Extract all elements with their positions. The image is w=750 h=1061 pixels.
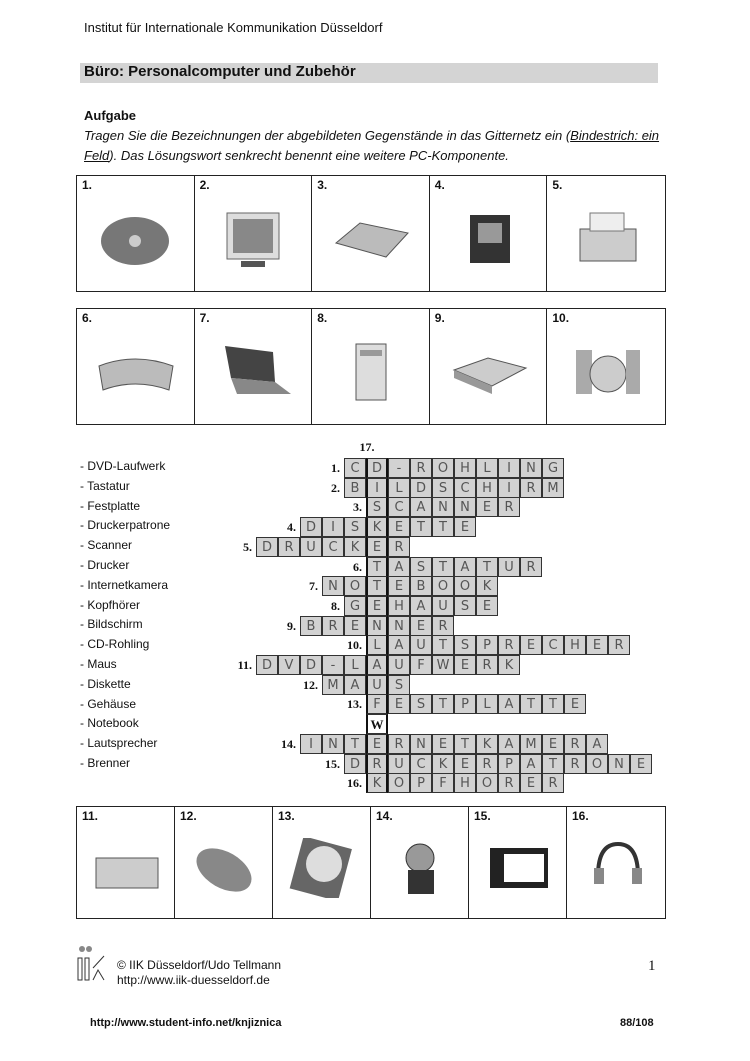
printer-icon: [566, 209, 646, 269]
page-count: 88/108: [620, 1017, 654, 1029]
crossword-cell[interactable]: R: [476, 754, 498, 774]
crossword-cell[interactable]: A: [388, 557, 410, 577]
crossword-cell[interactable]: C: [344, 458, 366, 478]
crossword-cell[interactable]: G: [542, 458, 564, 478]
picture-4: [430, 176, 548, 291]
clue-number: 8.: [331, 598, 340, 613]
dvd-burner-icon: [448, 342, 528, 402]
picture-number: 9.: [434, 311, 445, 325]
picture-12: [175, 807, 273, 918]
crossword-cell[interactable]: T: [344, 734, 366, 754]
crossword-cell[interactable]: H: [476, 478, 498, 498]
crossword-cell[interactable]: R: [542, 773, 564, 793]
crossword-cell[interactable]: -: [322, 655, 344, 675]
crossword-cell[interactable]: R: [322, 616, 344, 636]
clue-number: 5.: [243, 539, 252, 554]
hard-disk-icon: [282, 838, 362, 898]
picture-7: [195, 309, 313, 424]
crossword-cell[interactable]: V: [278, 655, 300, 675]
picture-1: [77, 176, 195, 291]
picture-number: 16.: [572, 809, 589, 823]
copyright-text: © IIK Düsseldorf/Udo Tellmann: [117, 958, 282, 972]
solution-cell[interactable]: L: [366, 635, 388, 655]
crossword-cell[interactable]: F: [410, 655, 432, 675]
picture-number: 10.: [552, 311, 570, 325]
crossword-cell[interactable]: O: [344, 576, 366, 596]
crossword-cell[interactable]: T: [454, 734, 476, 754]
picture-15: [469, 807, 567, 918]
crossword-cell[interactable]: S: [410, 557, 432, 577]
crossword-cell[interactable]: E: [388, 576, 410, 596]
clue-number: 14.: [281, 736, 296, 751]
crossword-cell[interactable]: O: [388, 773, 410, 793]
crossword-cell[interactable]: E: [476, 497, 498, 517]
crossword-cell[interactable]: E: [344, 616, 366, 636]
crossword-cell[interactable]: A: [410, 596, 432, 616]
image-row-2: [76, 308, 666, 425]
crossword-cell[interactable]: T: [520, 694, 542, 714]
crossword-cell[interactable]: O: [432, 458, 454, 478]
crossword-cell[interactable]: A: [344, 675, 366, 695]
crossword-cell[interactable]: S: [432, 478, 454, 498]
solution-cell[interactable]: E: [366, 537, 388, 557]
page-title: Büro: Personalcomputer und Zubehör: [84, 63, 356, 80]
crossword-cell[interactable]: R: [410, 458, 432, 478]
crossword-cell[interactable]: N: [432, 497, 454, 517]
crossword-cell[interactable]: E: [586, 635, 608, 655]
word-list-item: - Lautsprecher: [80, 736, 158, 751]
cd-stack-icon: [95, 209, 175, 269]
crossword-cell[interactable]: R: [564, 734, 586, 754]
crossword-cell[interactable]: R: [476, 655, 498, 675]
crossword-cell[interactable]: O: [454, 576, 476, 596]
crossword-cell[interactable]: N: [322, 734, 344, 754]
crossword-cell[interactable]: E: [542, 734, 564, 754]
crossword-cell[interactable]: E: [630, 754, 652, 774]
crossword-cell[interactable]: C: [388, 497, 410, 517]
crossword-cell[interactable]: D: [256, 655, 278, 675]
word-list-item: - Gehäuse: [80, 696, 137, 711]
crossword-cell[interactable]: E: [388, 517, 410, 537]
picture-number: 7.: [199, 311, 210, 325]
crossword-cell[interactable]: E: [564, 694, 586, 714]
crossword-cell[interactable]: T: [432, 517, 454, 537]
crossword-cell[interactable]: H: [454, 773, 476, 793]
crossword-cell[interactable]: E: [520, 773, 542, 793]
crossword-cell[interactable]: L: [388, 478, 410, 498]
image-row-1: [76, 175, 666, 292]
picture-10: [547, 309, 665, 424]
crossword-cell[interactable]: U: [388, 754, 410, 774]
copyright: [117, 958, 281, 988]
word-list-item: - Tastatur: [80, 478, 130, 493]
crossword-cell[interactable]: K: [476, 576, 498, 596]
clue-number: 9.: [287, 618, 296, 633]
picture-number: 4.: [434, 178, 445, 192]
solution-cell[interactable]: U: [366, 675, 388, 695]
ink-cartridge-icon: [478, 838, 558, 898]
clue-number: 2.: [331, 480, 340, 495]
solution-cell[interactable]: R: [366, 754, 388, 774]
crossword-cell[interactable]: D: [344, 754, 366, 774]
crossword-cell[interactable]: H: [454, 458, 476, 478]
crossword-cell[interactable]: R: [498, 635, 520, 655]
crossword-cell[interactable]: E: [410, 616, 432, 636]
iik-url[interactable]: http://www.iik-duesseldorf.de: [117, 973, 270, 987]
crossword-cell[interactable]: C: [410, 754, 432, 774]
crossword-cell[interactable]: D: [300, 655, 322, 675]
crossword-cell[interactable]: O: [476, 773, 498, 793]
iik-logo: [76, 944, 112, 984]
crossword-cell[interactable]: B: [410, 576, 432, 596]
crossword-cell[interactable]: C: [454, 478, 476, 498]
solution-cell[interactable]: T: [366, 576, 388, 596]
picture-number: 1.: [82, 178, 93, 192]
headset-icon: [576, 838, 656, 898]
crossword-cell[interactable]: W: [432, 655, 454, 675]
crossword-cell[interactable]: T: [542, 754, 564, 774]
crossword-cell[interactable]: A: [520, 754, 542, 774]
crossword-cell[interactable]: H: [564, 635, 586, 655]
crossword-cell[interactable]: E: [388, 694, 410, 714]
crossword-cell[interactable]: N: [410, 734, 432, 754]
crossword-cell[interactable]: T: [542, 694, 564, 714]
crossword-cell[interactable]: N: [608, 754, 630, 774]
solution-cell[interactable]: K: [366, 517, 388, 537]
picture-9: [430, 309, 548, 424]
crossword-cell[interactable]: U: [410, 635, 432, 655]
picture-number: 14.: [376, 809, 393, 823]
solution-cell[interactable]: W: [366, 714, 388, 734]
crossword-cell[interactable]: R: [278, 537, 300, 557]
clue-number: 10.: [347, 638, 362, 653]
crossword-cell[interactable]: T: [432, 557, 454, 577]
picture-13: [273, 807, 371, 918]
crossword-cell[interactable]: S: [344, 517, 366, 537]
crossword-cell[interactable]: E: [520, 635, 542, 655]
crossword-cell[interactable]: B: [300, 616, 322, 636]
clue-number: 16.: [347, 776, 362, 791]
picture-number: 8.: [317, 311, 328, 325]
solution-cell[interactable]: F: [366, 694, 388, 714]
task-heading: Aufgabe: [84, 108, 136, 123]
picture-number: 11.: [82, 809, 99, 823]
solution-cell[interactable]: E: [366, 596, 388, 616]
crossword-cell[interactable]: E: [476, 596, 498, 616]
crossword-cell[interactable]: R: [520, 557, 542, 577]
crossword-cell[interactable]: R: [608, 635, 630, 655]
pc-tower-icon: [330, 342, 410, 402]
institute-header: Institut für Internationale Kommunikation Düsseldorf: [84, 20, 383, 35]
crossword-cell[interactable]: R: [432, 616, 454, 636]
crossword-cell[interactable]: K: [432, 754, 454, 774]
crossword-cell[interactable]: N: [388, 616, 410, 636]
webcam-icon: [380, 838, 460, 898]
picture-number: 12.: [180, 809, 197, 823]
crossword-cell[interactable]: U: [388, 655, 410, 675]
crossword-cell[interactable]: A: [388, 635, 410, 655]
keyboard-icon: [95, 342, 175, 402]
crossword-cell[interactable]: R: [388, 537, 410, 557]
crossword-cell[interactable]: R: [388, 734, 410, 754]
crossword-cell[interactable]: F: [432, 773, 454, 793]
crossword-cell[interactable]: A: [586, 734, 608, 754]
solution-cell[interactable]: D: [366, 458, 388, 478]
crossword-cell[interactable]: T: [432, 694, 454, 714]
picture-number: 3.: [317, 178, 328, 192]
instr-underlined: Bindestrich: ein Feld: [84, 128, 660, 163]
crossword-cell[interactable]: S: [454, 635, 476, 655]
crossword-cell[interactable]: E: [454, 655, 476, 675]
picture-6: [77, 309, 195, 424]
crossword-cell[interactable]: S: [410, 694, 432, 714]
crossword-cell[interactable]: G: [344, 596, 366, 616]
solution-cell[interactable]: N: [366, 616, 388, 636]
scanner-icon: [330, 209, 410, 269]
crossword-cell[interactable]: E: [454, 517, 476, 537]
crossword-cell[interactable]: A: [498, 694, 520, 714]
crossword-cell[interactable]: I: [300, 734, 322, 754]
clue-number: 1.: [331, 461, 340, 475]
picture-number: 5.: [552, 178, 563, 192]
word-list-item: - Internetkamera: [80, 577, 169, 592]
crossword-cell[interactable]: A: [454, 557, 476, 577]
word-list-item: - Drucker: [80, 558, 130, 572]
crossword-cell[interactable]: D: [256, 537, 278, 557]
crossword-cell[interactable]: S: [454, 596, 476, 616]
crossword-cell[interactable]: A: [410, 497, 432, 517]
word-list-item: - Diskette: [80, 676, 131, 691]
laptop-icon: [213, 342, 293, 402]
instr-text: Tragen Sie die Bezeichnungen der abgebildeten Gegenstände in das Gitternetz ein (: [84, 128, 571, 143]
clue-number: 13.: [347, 697, 362, 712]
crossword-cell[interactable]: -: [388, 458, 410, 478]
crossword-cell[interactable]: P: [454, 694, 476, 714]
crossword-cell[interactable]: R: [498, 773, 520, 793]
clue-number: 3.: [353, 500, 362, 515]
crossword-cell[interactable]: R: [520, 478, 542, 498]
floppy-disk-icon: [448, 209, 528, 269]
crossword-cell[interactable]: M: [542, 478, 564, 498]
solution-cell[interactable]: T: [366, 557, 388, 577]
crossword-cell[interactable]: N: [454, 497, 476, 517]
crossword-cell[interactable]: U: [432, 596, 454, 616]
picture-2: [195, 176, 313, 291]
crossword-cell[interactable]: B: [344, 478, 366, 498]
crossword-cell[interactable]: M: [322, 675, 344, 695]
word-list-item: - Druckerpatrone: [80, 518, 171, 533]
crossword-cell[interactable]: L: [476, 694, 498, 714]
instr-text-2: ). Das Lösungswort senkrecht benennt eine weitere PC-Komponente.: [109, 148, 509, 163]
crossword-cell[interactable]: E: [432, 734, 454, 754]
task-instructions: [84, 126, 664, 166]
word-list-item: - Maus: [80, 657, 117, 671]
crossword-cell[interactable]: R: [498, 497, 520, 517]
solution-cell[interactable]: A: [366, 655, 388, 675]
solution-cell[interactable]: I: [366, 478, 388, 498]
word-list-item: - Scanner: [80, 538, 133, 553]
picture-8: [312, 309, 430, 424]
crossword-cell[interactable]: K: [476, 734, 498, 754]
source-url[interactable]: http://www.student-info.net/knjiznica: [90, 1017, 282, 1029]
clue-number: 6.: [353, 559, 362, 574]
picture-number: 13.: [278, 809, 295, 823]
crossword-cell[interactable]: I: [498, 458, 520, 478]
word-list-item: - DVD-Laufwerk: [80, 459, 166, 473]
word-list-item: - Bildschirm: [80, 617, 143, 632]
crossword-cell[interactable]: M: [520, 734, 542, 754]
word-list-item: - Brenner: [80, 756, 131, 770]
crossword-cell[interactable]: D: [410, 478, 432, 498]
clue-number: 11.: [237, 658, 252, 672]
picture-16: [567, 807, 665, 918]
crossword-cell[interactable]: P: [476, 635, 498, 655]
solution-cell[interactable]: K: [366, 773, 388, 793]
crossword-cell[interactable]: K: [344, 537, 366, 557]
crossword-cell[interactable]: L: [476, 458, 498, 478]
crossword-cell[interactable]: N: [520, 458, 542, 478]
clue-number: 7.: [309, 579, 318, 594]
monitor-icon: [213, 209, 293, 269]
page-number: 1: [648, 958, 656, 974]
word-list-item: - Kopfhörer: [80, 597, 141, 612]
mouse-icon: [184, 838, 264, 898]
picture-number: 6.: [82, 311, 93, 325]
clue-number: 15.: [325, 756, 340, 771]
crossword-cell[interactable]: L: [344, 655, 366, 675]
picture-11: [77, 807, 175, 918]
crossword-cell[interactable]: E: [454, 754, 476, 774]
crossword-cell[interactable]: N: [322, 576, 344, 596]
solution-cell[interactable]: S: [366, 497, 388, 517]
crossword-cell[interactable]: I: [322, 517, 344, 537]
word-list-item: - Festplatte: [80, 498, 141, 513]
crossword-cell[interactable]: O: [432, 576, 454, 596]
picture-3: [312, 176, 430, 291]
crossword-cell[interactable]: U: [300, 537, 322, 557]
word-list-item: - CD-Rohling: [80, 637, 150, 652]
clue-number: 12.: [303, 677, 318, 692]
picture-14: [371, 807, 469, 918]
crossword-cell[interactable]: R: [564, 754, 586, 774]
crossword-cell[interactable]: S: [388, 675, 410, 695]
picture-number: 15.: [474, 809, 491, 823]
crossword-cell[interactable]: K: [498, 655, 520, 675]
dvd-drive-icon: [86, 838, 166, 898]
speakers-icon: [566, 342, 646, 402]
crossword-cell[interactable]: P: [498, 754, 520, 774]
solution-cell[interactable]: E: [366, 734, 388, 754]
crossword-cell[interactable]: T: [410, 517, 432, 537]
crossword-cell[interactable]: C: [542, 635, 564, 655]
word-list-item: - Notebook: [80, 716, 139, 731]
crossword-cell[interactable]: P: [410, 773, 432, 793]
crossword-cell[interactable]: H: [388, 596, 410, 616]
picture-5: [547, 176, 665, 291]
crossword-cell[interactable]: A: [498, 734, 520, 754]
crossword-cell[interactable]: T: [476, 557, 498, 577]
crossword-cell[interactable]: T: [432, 635, 454, 655]
crossword-cell[interactable]: O: [586, 754, 608, 774]
crossword-cell[interactable]: D: [300, 517, 322, 537]
image-row-3: [76, 806, 666, 919]
picture-number: 2.: [199, 178, 210, 192]
solution-label: 17.: [359, 440, 375, 454]
clue-number: 4.: [287, 520, 296, 535]
crossword-cell[interactable]: I: [498, 478, 520, 498]
crossword-cell[interactable]: C: [322, 537, 344, 557]
crossword-cell[interactable]: U: [498, 557, 520, 577]
